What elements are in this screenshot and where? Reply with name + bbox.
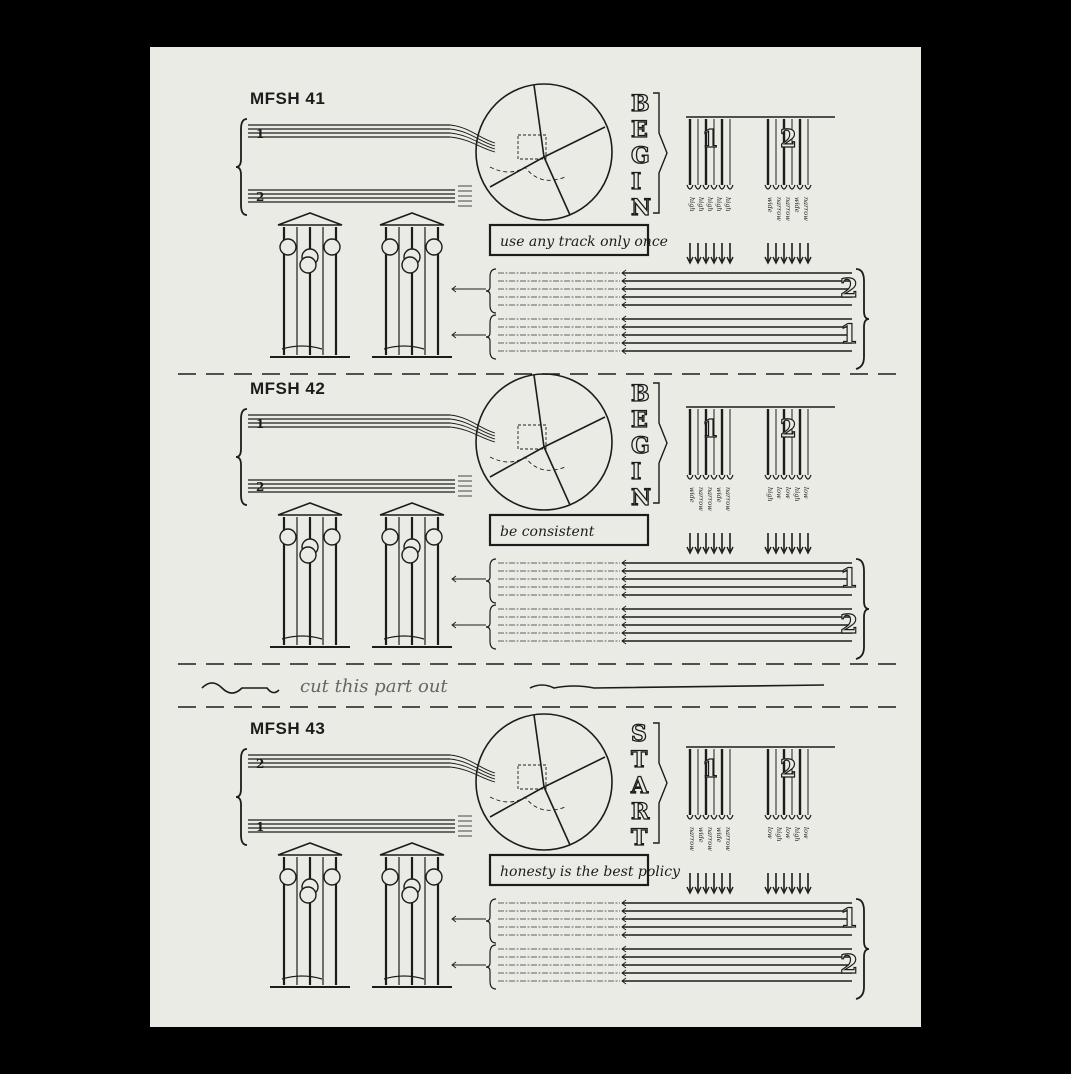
column-number: 1	[702, 414, 719, 443]
column-number: 2	[780, 124, 797, 153]
column-hook	[805, 475, 811, 479]
pillar-roof	[380, 843, 444, 855]
column-hook	[719, 815, 725, 819]
column-hook	[695, 815, 701, 819]
right-number: 2	[840, 950, 859, 980]
note-brace	[486, 945, 496, 989]
dynamic-circle	[300, 887, 316, 903]
column-hook	[695, 185, 701, 189]
dynamic-circle	[324, 869, 340, 885]
track-number: 2	[256, 757, 265, 771]
pillar-roof	[380, 503, 444, 515]
column-word: high	[688, 197, 696, 212]
column-hook	[687, 475, 693, 479]
sector-divider	[544, 787, 570, 845]
direction-bracket	[653, 93, 667, 213]
column-word: low	[784, 487, 792, 499]
column-hook	[711, 185, 717, 189]
note-brace	[486, 899, 496, 943]
dynamic-circle	[280, 239, 296, 255]
column-word: narrow	[775, 197, 783, 221]
column-hook	[781, 815, 787, 819]
column-word: narrow	[697, 487, 705, 511]
column-hook	[719, 185, 725, 189]
staff-brace	[236, 409, 247, 505]
column-word: wide	[766, 197, 774, 213]
column-hook	[773, 185, 779, 189]
column-hook	[687, 815, 693, 819]
right-number: 2	[840, 610, 859, 640]
squiggle-right	[530, 685, 824, 688]
score-drawing	[150, 47, 921, 1027]
section-mfsh-43	[236, 714, 869, 999]
dynamic-circle	[300, 547, 316, 563]
column-word: narrow	[706, 827, 714, 851]
dynamic-circle	[402, 887, 418, 903]
column-hook	[797, 475, 803, 479]
instruction-text: use any track only once	[500, 234, 668, 250]
column-word: high	[697, 197, 705, 212]
dynamic-circle	[382, 529, 398, 545]
column-hook	[805, 815, 811, 819]
sector-divider	[490, 157, 544, 187]
dynamic-circle	[280, 529, 296, 545]
column-hook	[711, 475, 717, 479]
section-title: MFSH 41	[250, 89, 326, 108]
dynamic-circle	[402, 547, 418, 563]
column-hook	[781, 185, 787, 189]
column-hook	[765, 185, 771, 189]
right-number: 1	[840, 564, 859, 594]
pillar-roof	[278, 503, 342, 515]
column-word: wide	[793, 197, 801, 213]
instruction-text: honesty is the best policy	[500, 864, 681, 880]
sector-divider	[544, 447, 570, 505]
dynamic-circle	[300, 257, 316, 273]
column-hook	[687, 185, 693, 189]
staff-brace	[236, 749, 247, 845]
column-word: low	[784, 827, 792, 839]
track-number: 1	[256, 820, 265, 834]
column-word: wide	[688, 487, 696, 503]
column-number: 2	[780, 754, 797, 783]
column-word: low	[802, 487, 810, 499]
dynamic-circle	[426, 869, 442, 885]
column-word: high	[793, 487, 801, 502]
column-hook	[727, 475, 733, 479]
track-number: 2	[256, 190, 265, 204]
dynamic-circle	[426, 239, 442, 255]
column-word: high	[766, 487, 774, 502]
dynamic-circle	[402, 257, 418, 273]
column-hook	[703, 815, 709, 819]
column-hook	[797, 815, 803, 819]
column-word: wide	[697, 827, 705, 843]
pillar-pedal	[282, 346, 322, 349]
column-number: 2	[780, 414, 797, 443]
direction-bracket	[653, 723, 667, 843]
dynamic-circle	[324, 239, 340, 255]
sector-divider	[544, 417, 605, 447]
column-hook	[805, 185, 811, 189]
column-word: high	[775, 827, 783, 842]
section-title: MFSH 43	[250, 719, 326, 738]
column-word: low	[775, 487, 783, 499]
sector-divider	[544, 757, 605, 787]
pillar-pedal	[282, 976, 322, 979]
note-brace	[486, 315, 496, 359]
direction-word: S T A R T	[631, 721, 650, 851]
pillar-roof	[278, 213, 342, 225]
sector-divider	[534, 715, 544, 787]
column-hook	[781, 475, 787, 479]
connector-line	[450, 423, 495, 439]
squiggle-left	[202, 683, 279, 693]
track-number: 1	[256, 417, 265, 431]
pillar-roof	[278, 843, 342, 855]
pillar-pedal	[384, 636, 424, 639]
connector-line	[450, 133, 495, 149]
column-word: narrow	[802, 197, 810, 221]
sector-divider	[534, 85, 544, 157]
track-number: 1	[256, 127, 265, 141]
column-word: narrow	[706, 487, 714, 511]
sector-divider	[544, 127, 605, 157]
section-mfsh-42	[236, 374, 869, 659]
column-hook	[695, 475, 701, 479]
dynamic-circle	[280, 869, 296, 885]
column-word: wide	[715, 487, 723, 503]
pillar-pedal	[384, 976, 424, 979]
column-word: narrow	[724, 827, 732, 851]
note-brace	[486, 269, 496, 313]
column-word: high	[706, 197, 714, 212]
column-hook	[789, 185, 795, 189]
column-hook	[773, 475, 779, 479]
column-hook	[703, 475, 709, 479]
column-word: wide	[715, 827, 723, 843]
column-hook	[765, 475, 771, 479]
direction-word: B E G I N	[631, 381, 652, 511]
column-hook	[703, 185, 709, 189]
connector-line	[450, 763, 495, 779]
dynamic-circle	[382, 239, 398, 255]
column-word: high	[715, 197, 723, 212]
column-number: 1	[702, 754, 719, 783]
pillar-pedal	[384, 346, 424, 349]
note-brace	[486, 559, 496, 603]
dynamic-circle	[426, 529, 442, 545]
right-number: 1	[840, 320, 859, 350]
section-mfsh-41	[236, 84, 869, 369]
column-word: high	[793, 827, 801, 842]
column-hook	[727, 185, 733, 189]
pillar-roof	[380, 213, 444, 225]
column-word: low	[802, 827, 810, 839]
column-word: narrow	[784, 197, 792, 221]
pillar-pedal	[282, 636, 322, 639]
score-sheet	[150, 47, 921, 1027]
column-word: narrow	[724, 487, 732, 511]
column-hook	[773, 815, 779, 819]
column-number: 1	[702, 124, 719, 153]
note-brace	[486, 605, 496, 649]
cut-line-text: cut this part out	[300, 676, 448, 697]
column-hook	[765, 815, 771, 819]
dynamic-circle	[382, 869, 398, 885]
column-hook	[719, 475, 725, 479]
column-word: narrow	[688, 827, 696, 851]
direction-bracket	[653, 383, 667, 503]
track-number: 2	[256, 480, 265, 494]
staff-brace	[236, 119, 247, 215]
column-hook	[797, 185, 803, 189]
sector-divider	[544, 157, 570, 215]
instruction-text: be consistent	[500, 524, 595, 540]
sector-divider	[490, 787, 544, 817]
right-number: 1	[840, 904, 859, 934]
column-hook	[727, 815, 733, 819]
column-hook	[789, 815, 795, 819]
sector-divider	[534, 375, 544, 447]
right-number: 2	[840, 274, 859, 304]
column-hook	[789, 475, 795, 479]
column-hook	[711, 815, 717, 819]
section-title: MFSH 42	[250, 379, 326, 398]
sector-divider	[490, 447, 544, 477]
dynamic-circle	[324, 529, 340, 545]
column-word: high	[724, 197, 732, 212]
column-word: low	[766, 827, 774, 839]
direction-word: B E G I N	[631, 91, 652, 221]
